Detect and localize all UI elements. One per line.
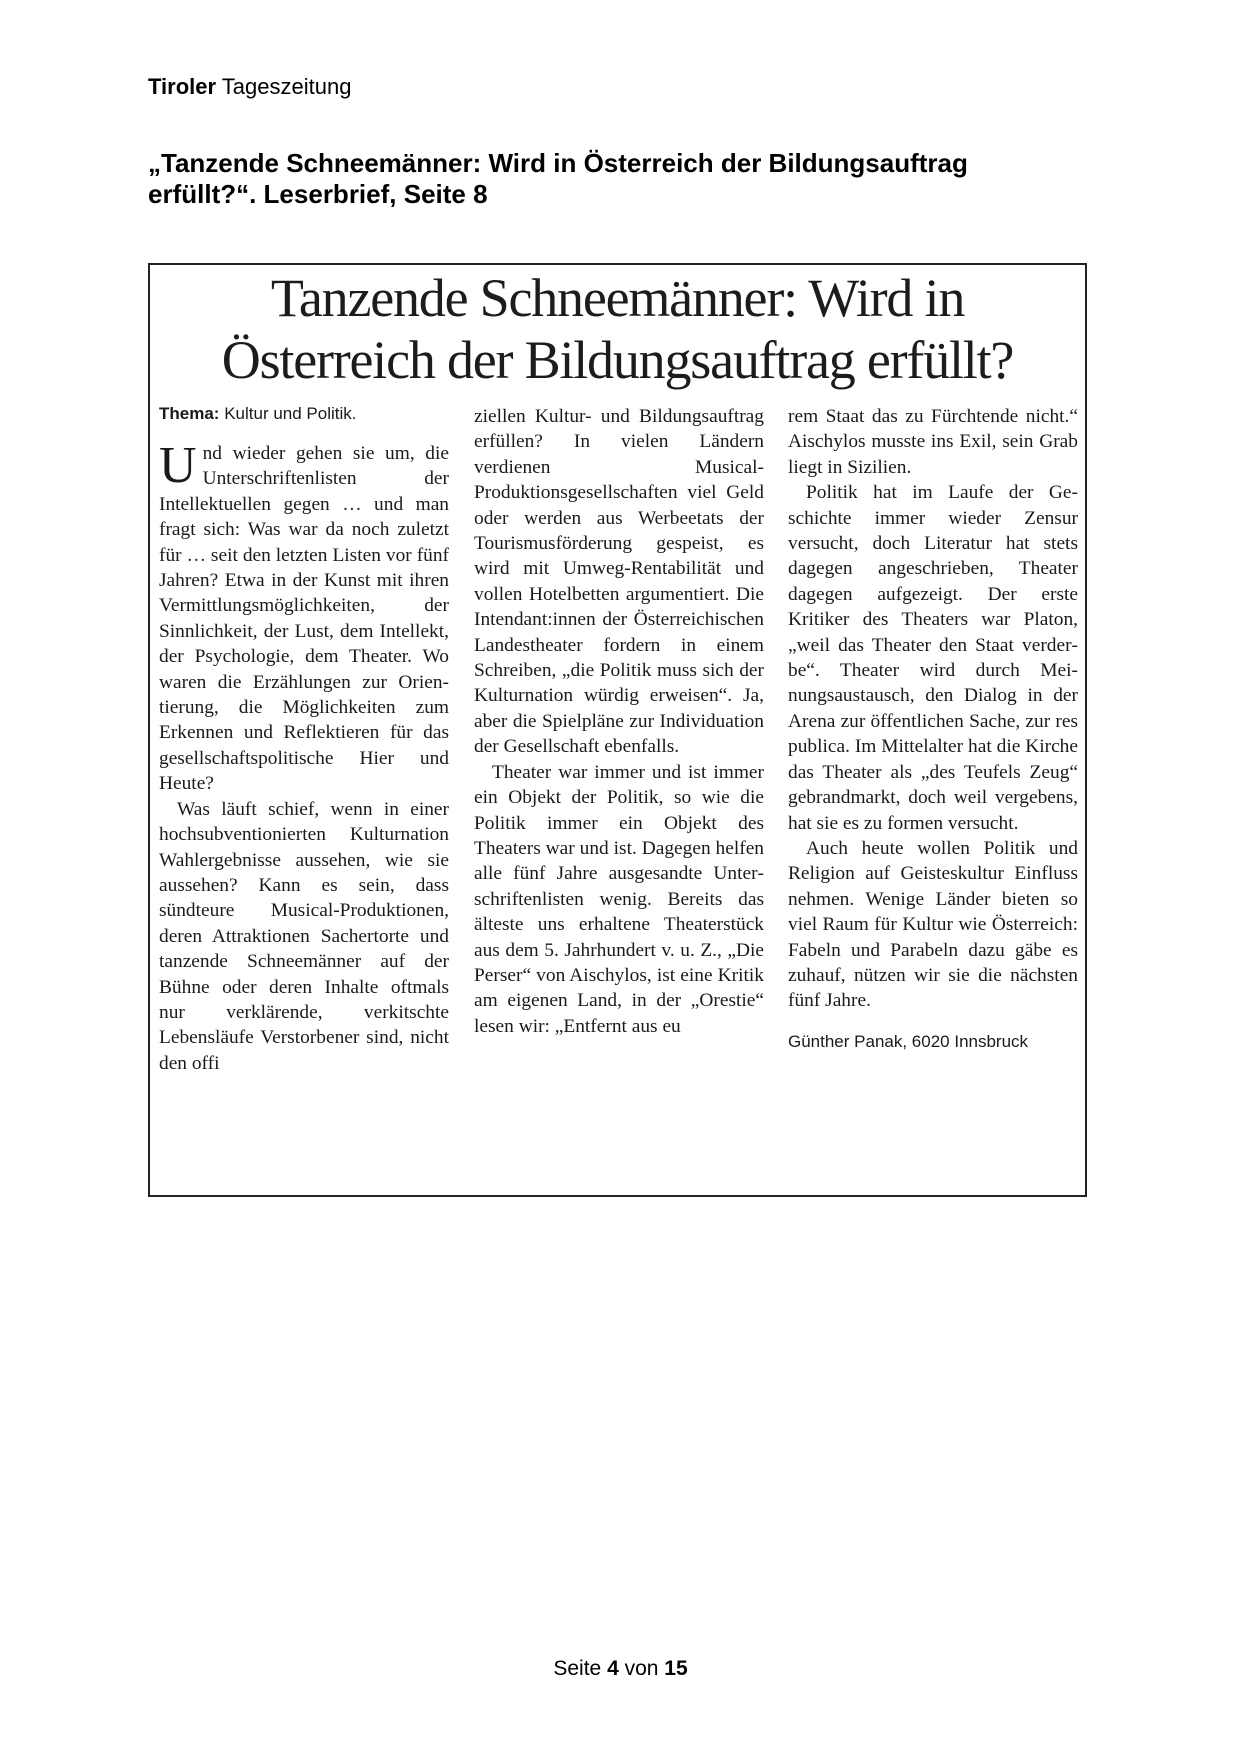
footer-prefix: Seite: [553, 1657, 602, 1680]
document-title-line-1: „Tanzende Schneemänner: Wird in Österreich der Bildungsauftrag: [148, 148, 968, 178]
article-headline-line-1: Tanzende Schneemänner: Wird in: [270, 268, 965, 328]
topic-line: [159, 404, 449, 424]
footer-middle: von: [624, 1657, 659, 1680]
paragraph: Auch heute wollen Politik und Religion auf Geisteskultur Einfluss nehmen. Wenige Länder bieten so viel Raum für Kultur wie Österreich: Fabeln und Parabeln dazu gäbe es zuhauf, nützen wir sie die nächsten fünf Jahre.: [788, 837, 1078, 1012]
paragraph: [159, 437, 449, 797]
article-column-3: [788, 404, 1078, 1052]
publication-name-bold: Tiroler: [148, 74, 217, 99]
paragraph: Was läuft schief, wenn in einer hochsubventionierten Kulturnation Wahlergebnisse aussehen, wie sie aussehen? Kann es sein, dass sündteure Musical-Produktionen, deren Attraktionen Sachertorte und tanzende Schneemänner auf der Bühne oder deren Inhalte oftmals nur verklärende, verkitschte Lebensläufe Verstorbener sind, nicht den offi: [159, 798, 449, 1074]
document-title-line-2: erfüllt?“. Leserbrief, Seite 8: [148, 179, 488, 209]
document-title: [148, 148, 1048, 210]
article-headline-line-2: Österreich der Bildungsauftrag erfüllt?: [221, 330, 1014, 390]
author-signature: Günther Panak, 6020 Innsbruck: [788, 1031, 1029, 1051]
drop-cap: U: [159, 437, 197, 494]
current-page-number: 4: [607, 1657, 619, 1680]
total-page-count: 15: [664, 1657, 688, 1680]
publication-name: [148, 74, 351, 100]
paragraph: rem Staat das zu Fürchtende nicht.“ Aischylos musste ins Exil, sein Grab liegt in Sizilien.: [788, 406, 1078, 478]
newspaper-clipping: [148, 263, 1087, 1197]
topic-value: Kultur und Politik.: [224, 404, 357, 423]
topic-label: Thema:: [159, 404, 220, 423]
publication-name-rest: Tageszeitung: [221, 74, 352, 99]
paragraph: Politik hat im Laufe der Geschichte immer wieder Zensur versucht, doch Literatur hat stets dagegen angeschrieben, Theater dagegen aufgezeigt. Der erste Kritiker des Theaters war Platon, „weil das Theater den Staat verderbe“. Theater wird durch Meinungsaustausch, den Dialog in der Arena zur öffentlichen Sache, zur res publica. Im Mittelalter hat die Kirche das Theater als „des Teufels Zeug“ gebrandmarkt, doch weil vergebens, hat sie es zu formen versucht.: [788, 482, 1078, 834]
article-column-2: [474, 404, 764, 1039]
paragraph: Theater war immer und ist immer ein Objekt der Politik, so wie die Politik immer ein Objekt des Theaters war und ist. Dagegen helfen alle fünf Jahre ausgesandte Unterschriftenlisten wenig. Bereits das älteste uns erhaltene Theaterstück aus dem 5. Jahrhundert v. u. Z., „Die Perser“ von Aischylos, ist eine Kritik am eigenen Land, in der „Orestie“ lesen wir: „Entfernt aus eu: [474, 761, 764, 1037]
paragraph-text: nd wieder gehen sie um, die Unterschriftenlisten der Intellektuellen gegen … und man fragt sich: Was war da noch zuletzt für … seit den letzten Listen vor fünf Jahren? Etwa in der Kunst mit ihren Vermittlungsmöglichkeiten, der Sinnlichkeit, der Lust, dem Intellekt, der Psychologie, dem Theater. Wo waren die Erzählungen zur Orientierung, die Möglichkeiten zum Erkennen und Reflektieren für das gesellschaftspolitische Hier und Heute?: [159, 443, 449, 795]
article-column-1: [159, 404, 449, 1076]
paragraph: ziellen Kultur- und Bildungsauftrag erfüllen? In vielen Ländern verdienen Musical-Produktionsgesellschaften viel Geld oder werden aus Werbeetats der Tourismusförderung gespeist, es wird mit Umweg-Rentabilität und vollen Hotelbetten argumentiert. Die Intendant:innen der Österreichischen Landestheater fordern in einem Schreiben, „die Politik muss sich der Kulturnation würdig erweisen“. Ja, aber die Spielpläne zur Individuation der Gesellschaft ebenfalls.: [474, 406, 764, 758]
page-footer: [0, 1657, 1241, 1681]
article-headline: [150, 267, 1085, 391]
